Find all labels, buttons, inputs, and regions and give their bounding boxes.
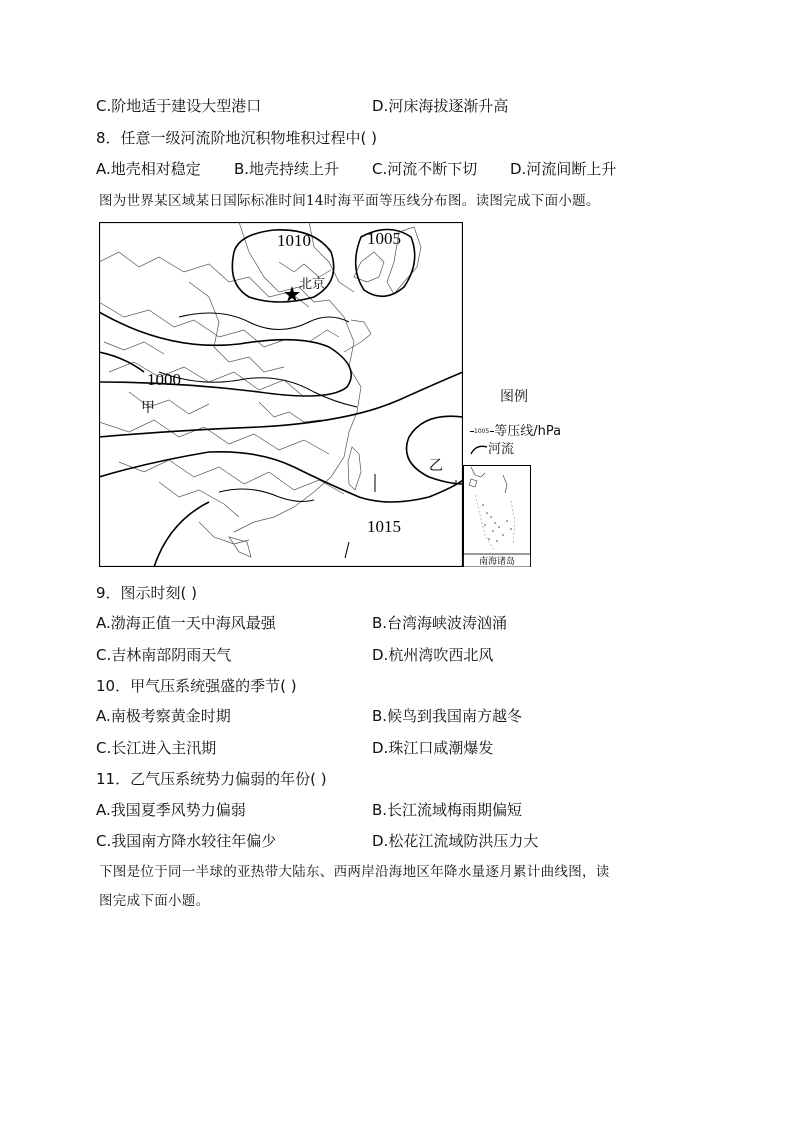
q10-option-a: A.南极考察黄金时期 (96, 707, 231, 725)
isobar-label-1015: 1015 (367, 517, 401, 536)
legend-isobar (470, 420, 561, 439)
q10-option-c: C.长江进入主汛期 (96, 739, 217, 757)
q11-option-a: A.我国夏季风势力偏弱 (96, 801, 246, 819)
legend-title: 图例 (500, 389, 528, 405)
q9-option-c: C.吉林南部阴雨天气 (96, 646, 232, 664)
pressure-system-jia: 甲 (141, 400, 155, 416)
q8-option-c: C.河流不断下切 (372, 160, 478, 178)
q7-option-c: C.阶地适于建设大型港口 (96, 97, 262, 115)
q8-option-a: A.地壳相对稳定 (96, 160, 201, 178)
inset-label: 南海诸岛 (478, 557, 516, 567)
q8-stem: 8．任意一级河流阶地沉积物堆积过程中( ) (96, 129, 378, 147)
legend-river-label: 河流 (488, 442, 515, 457)
q10-option-d: D.珠江口咸潮爆发 (372, 739, 494, 757)
river-line-icon (470, 444, 488, 456)
q9-option-b: B.台湾海峡波涛汹涌 (372, 614, 508, 632)
q7-option-d: D.河床海拔逐渐升高 (372, 97, 509, 115)
q9-option-d: D.杭州湾吹西北风 (372, 646, 494, 664)
q9-stem: 9．图示时刻( ) (96, 584, 198, 602)
isobar-label-1000: 1000 (147, 370, 181, 389)
isobar-label-1010: 1010 (277, 231, 311, 250)
q8-option-b: B.地壳持续上升 (234, 160, 340, 178)
q11-stem: 11．乙气压系统势力偏弱的年份( ) (96, 770, 327, 788)
q11-option-b: B.长江流域梅雨期偏短 (372, 801, 523, 819)
q10-option-b: B.候鸟到我国南方越冬 (372, 707, 523, 725)
q11-option-c: C.我国南方降水较往年偏少 (96, 832, 277, 850)
q11-option-d: D.松花江流域防洪压力大 (372, 832, 539, 850)
legend-isobar-label: 等压线/hPa (494, 424, 562, 439)
south-china-sea-inset (463, 465, 531, 567)
pressure-system-yi: 乙 (429, 458, 443, 474)
chart-intro-line2: 图完成下面小题。 (99, 893, 210, 909)
legend-isobar-sample: 1005 (474, 428, 490, 435)
isobar-label-1005: 1005 (367, 229, 401, 248)
map-intro: 图为世界某区域某日国际标准时间14时海平面等压线分布图。读图完成下面小题。 (99, 193, 600, 209)
q10-stem: 10．甲气压系统强盛的季节( ) (96, 677, 297, 695)
beijing-label: 北京 (299, 277, 326, 292)
q9-option-a: A.渤海正值一天中海风最强 (96, 614, 276, 632)
legend-river (470, 438, 514, 457)
isobar-map (99, 222, 463, 567)
chart-intro-line1: 下图是位于同一半球的亚热带大陆东、西两岸沿海地区年降水量逐月累计曲线图，读 (99, 864, 610, 880)
q8-option-d: D.河流间断上升 (510, 160, 617, 178)
